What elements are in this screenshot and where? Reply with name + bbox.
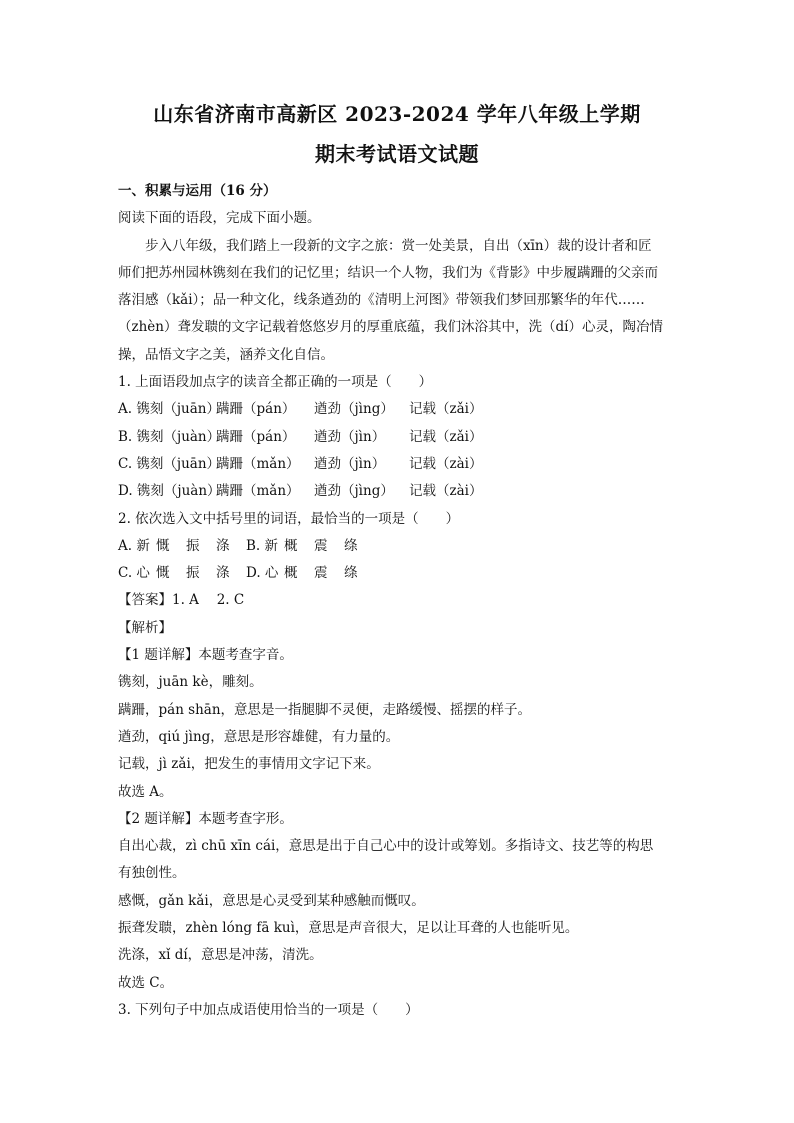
document-title-line2: 期末考试语文试题 [315,142,479,166]
option-term: 蹒跚（mǎn） [216,455,300,472]
q1-option-a [118,396,678,423]
detail-1-title: 【1 题详解】本题考查字音。 [118,647,293,664]
option-word: 概 [284,537,298,554]
option-term: 遒劲（jìng） [314,401,394,418]
passage-line: （zhèn）聋发聩的文字记载着悠悠岁月的厚重底蕴，我们沐浴其中，洗（dí）心灵，陶冶情 [118,319,663,336]
option-term: 记载（zǎi） [409,401,483,418]
detail-line: 自出心裁，zì chū xīn cái，意思是出于自己心中的设计或筹划。多指诗文、技艺等的构思 [118,838,654,855]
option-term: 遒劲（jìng） [314,483,394,500]
analysis-heading: 【解析】 [118,619,172,636]
option-word: C. 心 [118,565,150,582]
option-term: 蹒跚（mǎn） [216,483,300,500]
passage-line: 操，品悟文字之美，涵养文化自信。 [118,346,334,363]
option-term: 遒劲（jìn） [314,428,386,445]
detail-line: 记载，jì zǎi，把发生的事情用文字记下来。 [118,756,380,773]
q1-option-c [118,451,678,478]
section-heading: 一、积累与运用（16 分） [118,183,277,199]
option-word: 绦 [344,565,358,582]
passage-line: 步入八年级，我们踏上一段新的文字之旅：赏一处美景，自出（xīn）裁的设计者和匠 [145,237,652,254]
question-3: 3. 下列句子中加点成语使用恰当的一项是（ ） [118,1001,419,1018]
detail-line: 镌刻，juān kè，雕刻。 [118,674,263,691]
detail-line: 感慨，gǎn kǎi，意思是心灵受到某种感触而慨叹。 [118,892,425,909]
detail-2-title: 【2 题详解】本题考查字形。 [118,810,293,827]
detail-line: 遒劲，qiú jìng，意思是形容雄健，有力量的。 [118,728,400,745]
q1-option-d [118,478,678,505]
option-word: 涤 [216,537,230,554]
detail-line: 振聋发聩，zhèn lóng fā kuì，意思是声音很大，足以让耳聋的人也能听见。 [118,920,579,937]
detail-line: 洗涤，xǐ dí，意思是冲荡，清洗。 [118,947,323,964]
option-term: 记载（zài） [409,483,483,500]
option-term: 遒劲（jìn） [314,455,386,472]
q2-options-row [118,560,678,587]
answer-line: 【答案】1. A 2. C [118,592,245,609]
option-word: 振 [186,537,200,554]
option-term: D. 镌刻（juàn） [118,483,221,500]
option-term: 蹒跚（pán） [216,428,296,445]
passage-line: 师们把苏州园林镌刻在我们的记忆里；结识一个人物，我们为《背影》中步履蹒跚的父亲而 [118,264,658,281]
option-term: 记载（zài） [409,455,483,472]
question-2: 2. 依次选入文中括号里的词语，最恰当的一项是（ ） [118,510,460,527]
detail-line: 有独创性。 [118,865,186,882]
option-word: 振 [186,565,200,582]
option-term: 蹒跚（pán） [216,401,296,418]
q2-options-row [118,533,678,560]
detail-line: 蹒跚，pán shān，意思是一指腿脚不灵便，走路缓慢、摇摆的样子。 [118,701,532,718]
option-word: A. 新 [118,537,150,554]
option-word: B. 新 [246,537,279,554]
option-term: A. 镌刻（juān） [118,401,220,418]
option-word: 概 [284,565,298,582]
option-word: 绦 [344,537,358,554]
option-term: C. 镌刻（juān） [118,455,221,472]
option-word: D. 心 [246,565,279,582]
instruction: 阅读下面的语段，完成下面小题。 [118,210,321,227]
question-1: 1. 上面语段加点字的读音全都正确的一项是（ ） [118,374,433,391]
q1-option-b [118,424,678,451]
option-word: 震 [314,565,328,582]
document-title-line1: 山东省济南市高新区 2023-2024 学年八年级上学期 [153,102,641,126]
detail-line: 故选 C。 [118,974,174,991]
option-word: 涤 [216,565,230,582]
document-body [118,178,678,1024]
option-word: 震 [314,537,328,554]
option-word: 慨 [156,537,170,554]
option-word: 慨 [156,565,170,582]
option-term: B. 镌刻（juàn） [118,428,221,445]
detail-line: 故选 A。 [118,783,173,800]
option-term: 记载（zǎi） [409,428,483,445]
passage-line: 落泪感（kǎi）；品一种文化，线条遒劲的《清明上河图》带领我们梦回那繁华的年代…… [118,292,645,309]
